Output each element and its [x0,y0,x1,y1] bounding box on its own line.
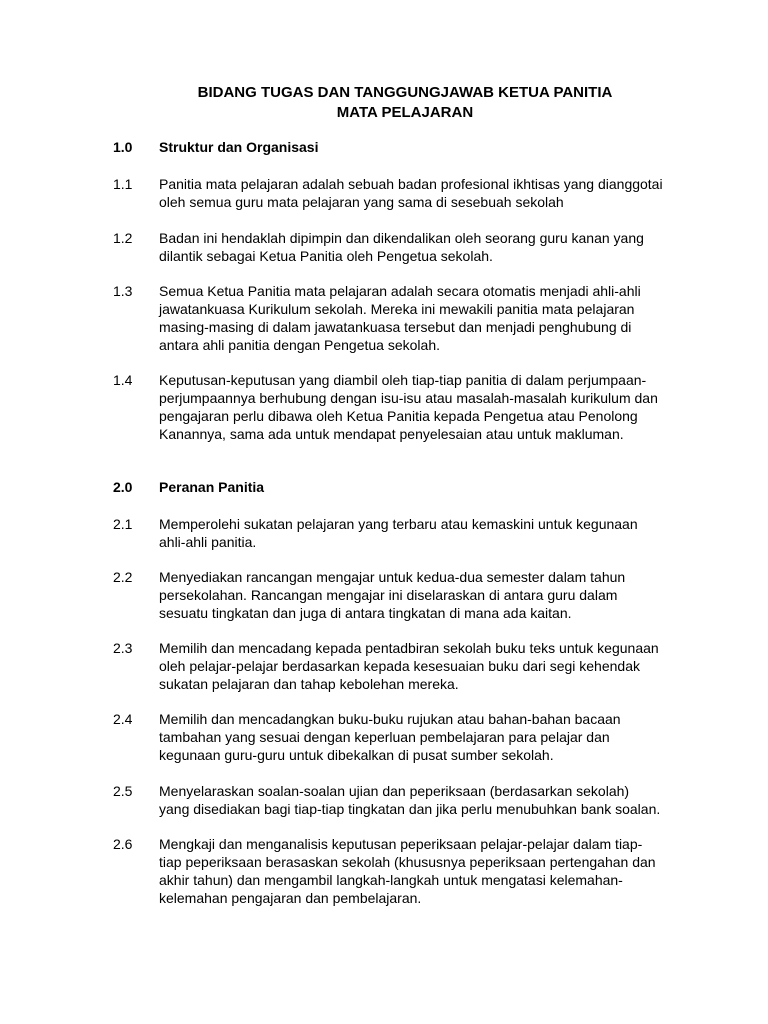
item-line: oleh semua guru mata pelajaran yang sama di sesebuah sekolah [159,194,564,210]
item-line: tambahan yang sesuai dengan keperluan pembelajaran para pelajar dan [159,729,610,745]
item-text [159,282,699,354]
item-number: 2.4 [113,711,133,727]
item-line: sesuatu tingkatan dan juga di antara tingkatan di mana ada kaitan. [159,605,572,621]
item-line: kegunaan guru-guru untuk dibekalkan di pusat sumber sekolah. [159,747,554,763]
section-title: Peranan Panitia [159,479,265,495]
item-line: jawatankuasa Kurikulum sekolah. Mereka ini mewakili panitia mata pelajaran [159,301,635,317]
item-line: dilantik sebagai Ketua Panitia oleh Pengetua sekolah. [159,248,493,264]
item-line: akhir tahun) dan mengambil langkah-langkah untuk mengatasi kelemahan- [159,872,623,888]
item-text [159,782,699,818]
item-line: Memilih dan mencadangkan buku-buku rujukan atau bahan-bahan bacaan [159,711,621,727]
item-number: 1.3 [113,283,133,299]
item-line: pengajaran perlu dibawa oleh Ketua Panitia kepada Pengetua atau Penolong [159,408,638,424]
item-line: yang disediakan bagi tiap-tiap tingkatan dan jika perlu menubuhkan bank soalan. [159,801,661,817]
item-line: persekolahan. Rancangan mengajar ini diselaraskan di antara guru dalam [159,587,618,603]
item-number: 2.2 [113,569,133,585]
item-text [159,710,699,764]
item-line: oleh pelajar-pelajar berdasarkan kepada kesesuaian buku dari segi kehendak [159,658,640,674]
item-line: Mengkaji dan menganalisis keputusan peperiksaan pelajar-pelajar dalam tiap- [159,836,643,852]
item-line: Menyediakan rancangan mengajar untuk kedua-dua semester dalam tahun [159,569,626,585]
item-line: Semua Ketua Panitia mata pelajaran adalah secara otomatis menjadi ahli-ahli [159,283,641,299]
item-text [159,371,699,443]
item-line: antara ahli panitia dengan Pengetua sekolah. [159,337,440,353]
item-number: 1.1 [113,176,133,192]
document-title-line-2: MATA PELAJARAN [336,104,474,121]
item-line: Keputusan-keputusan yang diambil oleh tiap-tiap panitia di dalam perjumpaan- [159,372,647,388]
document-title [0,83,768,123]
item-line: perjumpaannya berhubung dengan isu-isu atau masalah-masalah kurikulum dan [159,390,658,406]
section-number: 1.0 [113,139,133,155]
item-number: 2.6 [113,836,133,852]
item-line: Panitia mata pelajaran adalah sebuah badan profesional ikhtisas yang dianggotai [159,176,663,192]
item-text [159,835,699,907]
item-text [159,229,699,265]
item-line: masing-masing di dalam jawatankuasa tersebut dan menjadi penghubung di [159,319,632,335]
document-title-line-1: BIDANG TUGAS DAN TANGGUNGJAWAB KETUA PANITIA [197,84,613,101]
item-number: 1.4 [113,372,133,388]
item-number: 1.2 [113,230,133,246]
item-number: 2.3 [113,640,133,656]
item-line: Kanannya, sama ada untuk mendapat penyelesaian atau untuk makluman. [159,426,624,442]
item-number: 2.5 [113,783,133,799]
item-line: Badan ini hendaklah dipimpin dan dikendalikan oleh seorang guru kanan yang [159,230,644,246]
section-number: 2.0 [113,479,133,495]
item-line: ahli-ahli panitia. [159,534,257,550]
item-line: sukatan pelajaran dan tahap kebolehan mereka. [159,676,459,692]
item-line: Menyelaraskan soalan-soalan ujian dan peperiksaan (berdasarkan sekolah) [159,783,630,799]
item-text [159,568,699,622]
item-line: Memperolehi sukatan pelajaran yang terbaru atau kemaskini untuk kegunaan [159,516,638,532]
item-text [159,639,699,693]
item-line: Memilih dan mencadang kepada pentadbiran sekolah buku teks untuk kegunaan [159,640,659,656]
item-line: kelemahan pengajaran dan pembelajaran. [159,890,422,906]
item-text [159,515,699,551]
item-number: 2.1 [113,516,133,532]
item-line: tiap peperiksaan berasaskan sekolah (khususnya peperiksaan pertengahan dan [159,854,656,870]
section-title: Struktur dan Organisasi [159,139,319,155]
item-text [159,175,699,211]
